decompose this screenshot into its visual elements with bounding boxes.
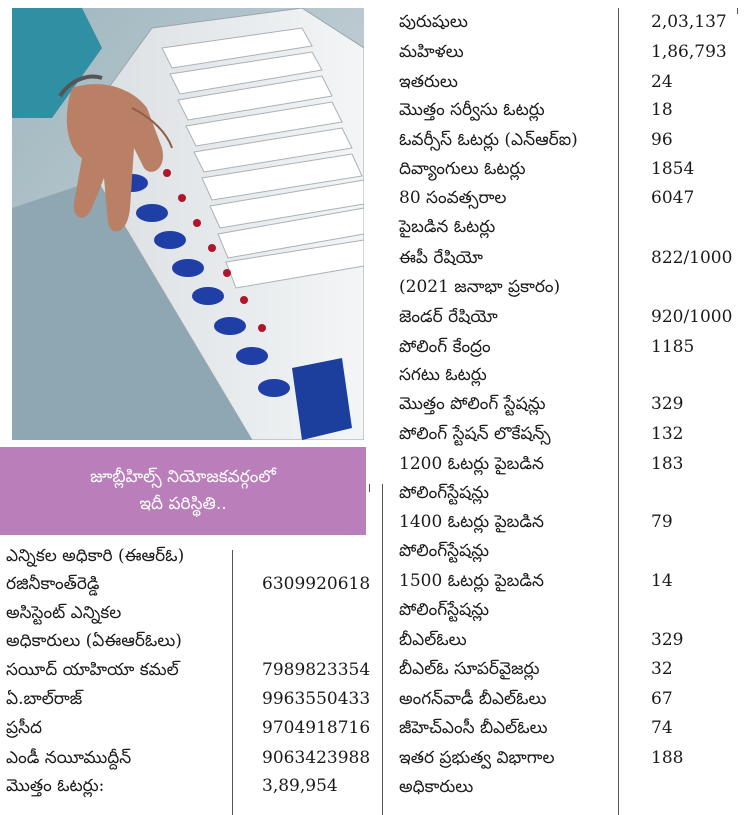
row-value: 3,89,954: [262, 776, 338, 796]
row-label: ఇతరులు: [399, 72, 458, 92]
row-label: పోలింగ్ స్టేషన్ లొకేషన్స్: [399, 424, 551, 444]
row-label: ఈపీ రేషియో: [399, 248, 483, 268]
left-column-divider: [232, 550, 233, 815]
row-value: 67: [651, 689, 673, 709]
row-label: 1500 ఓటర్లు పైబడిన: [399, 571, 544, 591]
row-value: 7989823354: [262, 660, 371, 680]
row-value: 1185: [651, 337, 695, 357]
middle-column-divider: [382, 484, 383, 815]
row-value: 1854: [651, 159, 695, 179]
headline-banner: [0, 447, 366, 535]
row-value: 2,03,137: [651, 12, 727, 32]
row-value: 32: [651, 659, 673, 679]
row-label: సయీద్ యాహియా కమల్: [6, 660, 179, 680]
row-label: ఏ.బాల్‌రాజ్: [6, 689, 83, 709]
row-label: దివ్యాంగులు ఓటర్లు: [399, 159, 526, 179]
row-label: 1400 ఓటర్లు పైబడిన: [399, 512, 544, 532]
row-value: 188: [651, 748, 684, 768]
evm-photo: [12, 8, 364, 440]
row-label: ఎన్నికల అధికారి (ఈఆర్ఓ): [6, 546, 185, 566]
row-label: జెండర్ రేషియో: [399, 307, 498, 327]
row-label: బీఎల్ఓలు: [399, 630, 467, 650]
row-value: 822/1000: [651, 248, 733, 268]
row-label: పైబడిన ఓటర్లు: [399, 217, 496, 237]
row-label: అధికారులు: [399, 777, 474, 797]
row-label: ప్రసీద: [6, 718, 43, 738]
row-label: పోలింగ్ కేంద్రం: [399, 337, 491, 357]
row-label: అధికారులు (ఏఈఆర్ఓలు): [6, 631, 182, 651]
row-label: జీహెచ్ఎంసీ బీఎల్ఓలు: [399, 718, 548, 738]
row-label: పోలింగ్‌స్టేషన్లు: [399, 483, 490, 503]
row-value: 920/1000: [651, 307, 733, 327]
row-value: 96: [651, 130, 673, 150]
row-value: 9963550433: [262, 689, 371, 709]
row-label: పోలింగ్‌స్టేషన్లు: [399, 541, 490, 561]
row-label: మొత్తం పోలింగ్ స్టేషన్లు: [399, 394, 546, 414]
row-value: 329: [651, 630, 684, 650]
row-value: 329: [651, 394, 684, 414]
right-column-divider: [618, 8, 619, 815]
row-value: 9704918716: [262, 718, 371, 738]
row-value: 183: [651, 454, 684, 474]
row-label: మహిళలు: [399, 42, 464, 62]
row-label: రజినీకాంత్‌రెడ్డి: [6, 574, 100, 594]
row-value: 24: [651, 72, 673, 92]
evm-illustration: [12, 8, 364, 440]
banner-line-1: జూబ్లీహిల్స్ నియోజకవర్గంలో: [90, 467, 276, 487]
row-label: మొత్తం ఓటర్లు:: [6, 776, 105, 796]
row-label: (2021 జనాభా ప్రకారం): [399, 277, 561, 297]
row-value: 9063423988: [262, 748, 371, 768]
row-label: సగటు ఓటర్లు: [399, 365, 487, 385]
right-column-divider-2: [737, 8, 738, 14]
row-value: 6047: [651, 188, 695, 208]
row-value: 18: [651, 100, 673, 120]
banner-line-2: ఇదీ పరిస్థితి..: [139, 494, 227, 514]
row-label: అసిస్టెంట్ ఎన్నికల: [6, 603, 122, 623]
row-label: మొత్తం సర్వీసు ఓటర్లు: [399, 100, 545, 120]
row-label: అంగన్‌వాడీ బీఎల్ఓలు: [399, 689, 547, 709]
row-value: 79: [651, 512, 673, 532]
row-label: 1200 ఓటర్లు పైబడిన: [399, 454, 544, 474]
row-label: పోలింగ్‌స్టేషన్లు: [399, 600, 490, 620]
row-label: ఎండీ నయీముద్దీన్: [6, 748, 132, 768]
row-label: ఓవర్సీస్ ఓటర్లు (ఎన్ఆర్ఐ): [399, 130, 578, 150]
row-label: 80 సంవత్సరాల: [399, 188, 507, 208]
row-value: 74: [651, 718, 673, 738]
row-value: 6309920618: [262, 574, 371, 594]
banner-divider-tick: [369, 484, 370, 492]
row-value: 132: [651, 424, 684, 444]
row-label: బీఎల్ఓ సూపర్‌వైజర్లు: [399, 659, 540, 679]
row-label: పురుషులు: [399, 12, 468, 32]
row-value: 14: [651, 571, 673, 591]
row-value: 1,86,793: [651, 42, 727, 62]
row-label: ఇతర ప్రభుత్వ విభాగాల: [399, 748, 555, 768]
